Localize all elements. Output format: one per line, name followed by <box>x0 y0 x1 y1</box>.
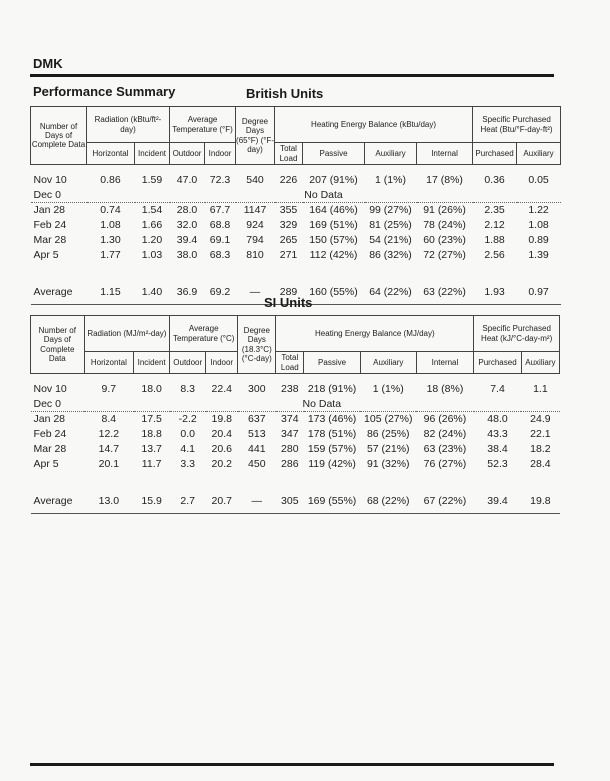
indoor-cell: 20.2 <box>211 458 232 470</box>
purchased-cell: 1.93 <box>473 281 517 305</box>
total-load-cell: 271 <box>279 249 298 261</box>
internal-cell: 63 (23%) <box>423 443 467 455</box>
specific-auxiliary-cell: 22.1 <box>530 428 551 440</box>
degree-days-cell: 794 <box>246 234 264 246</box>
specific-auxiliary-header: Auxiliary <box>521 352 559 374</box>
page-label: DMK <box>33 56 63 71</box>
internal-cell: 63 (22%) <box>417 281 473 305</box>
total-load-cell: 265 <box>279 234 298 246</box>
outdoor-cell: 4.1 <box>180 443 196 455</box>
outdoor-cell: 39.4 <box>176 234 198 246</box>
horizontal-header: Horizontal <box>84 352 133 374</box>
specific-auxiliary-cell: 24.9 <box>530 413 551 426</box>
incident-cell: 15.9 <box>134 490 170 514</box>
passive-cell: 150 (57%) <box>309 234 358 246</box>
internal-cell: 18 (8%) <box>426 383 464 395</box>
performance-summary-title: Performance Summary <box>33 84 176 99</box>
horizontal-header: Horizontal <box>87 143 135 165</box>
degree-days-cell: 450 <box>248 458 266 470</box>
passive-cell: 218 (91%) <box>307 383 357 395</box>
total-load-cell: 226 <box>279 174 298 186</box>
degree-days-cell: 637 <box>248 413 266 426</box>
degree-days-cell: 1147 <box>243 204 267 217</box>
month-cell: Feb 24 <box>33 219 67 231</box>
radiation-header: Radiation (kBtu/ft²-day) <box>87 107 170 143</box>
outdoor-cell: 38.0 <box>176 249 198 261</box>
indoor-cell: 68.3 <box>209 249 231 261</box>
table-row <box>31 218 561 233</box>
month-cell: Mar 28 <box>33 443 67 455</box>
si-units-table <box>30 315 560 514</box>
auxiliary-header: Auxiliary <box>365 143 417 165</box>
horizontal-cell: 1.08 <box>100 219 121 231</box>
auxiliary-cell: 68 (22%) <box>360 490 416 514</box>
incident-cell: 18.0 <box>141 383 162 395</box>
indoor-cell: 19.8 <box>211 413 232 426</box>
internal-cell: 17 (8%) <box>426 174 463 186</box>
internal-header: Internal <box>416 352 474 374</box>
auxiliary-cell: 91 (32%) <box>366 458 410 470</box>
purchased-cell: 1.88 <box>484 234 505 246</box>
table-row <box>31 412 560 427</box>
passive-cell: 164 (46%) <box>309 204 358 217</box>
outdoor-cell: 47.0 <box>176 174 198 186</box>
no-data-row <box>31 397 560 412</box>
month-cell: Mar 28 <box>33 234 67 246</box>
purchased-cell: 2.35 <box>484 204 505 217</box>
avg-temp-header: Average Temperature (°F) <box>170 107 236 143</box>
internal-cell: 78 (24%) <box>423 219 466 231</box>
purchased-cell: 2.56 <box>484 249 505 261</box>
indoor-cell: 69.2 <box>205 281 236 305</box>
incident-cell: 1.20 <box>141 234 163 246</box>
total-load-cell: 286 <box>281 458 299 470</box>
auxiliary-cell: 81 (25%) <box>369 219 412 231</box>
month-cell: Average <box>31 281 87 305</box>
horizontal-cell: 14.7 <box>98 443 120 455</box>
auxiliary-cell: 105 (27%) <box>364 413 413 426</box>
british-units-table <box>30 106 561 305</box>
purchased-header: Purchased <box>473 143 517 165</box>
degree-days-cell: 924 <box>246 219 264 231</box>
table-row <box>31 457 560 472</box>
incident-cell: 1.54 <box>141 204 163 217</box>
month-cell: Jan 28 <box>33 204 66 217</box>
incident-cell: 1.66 <box>141 219 163 231</box>
purchased-cell: 38.4 <box>487 443 508 455</box>
auxiliary-header: Auxiliary <box>360 352 416 374</box>
purchased-cell: 7.4 <box>490 383 505 395</box>
indoor-cell: 68.8 <box>209 219 231 231</box>
degree-days-cell: 810 <box>246 249 264 261</box>
internal-cell: 96 (26%) <box>423 413 467 426</box>
indoor-cell: 67.7 <box>209 204 231 217</box>
month-cell: Apr 5 <box>33 249 59 261</box>
internal-cell: 67 (22%) <box>416 490 474 514</box>
passive-cell: 159 (57%) <box>307 443 357 455</box>
incident-cell: 1.59 <box>141 174 163 186</box>
purchased-cell: 0.36 <box>484 174 505 186</box>
auxiliary-cell: 57 (21%) <box>366 443 410 455</box>
degree-days-cell: — <box>236 281 275 305</box>
si-units-title: SI Units <box>264 295 313 310</box>
days-header: Number of Days of Complete Data <box>31 107 87 165</box>
heating-balance-header: Heating Energy Balance (kBtu/day) <box>275 107 473 143</box>
passive-cell: 207 (91%) <box>309 174 358 186</box>
specific-auxiliary-cell: 19.8 <box>521 490 559 514</box>
horizontal-cell: 13.0 <box>84 490 133 514</box>
purchased-cell: 2.12 <box>484 219 505 231</box>
specific-heat-header: Specific Purchased Heat (Btu/°F-day-ft²) <box>473 107 561 143</box>
avg-temp-header: Average Temperature (°C) <box>170 316 238 352</box>
month-cell: Dec 0 <box>31 188 87 203</box>
incident-cell: 1.40 <box>135 281 170 305</box>
outdoor-header: Outdoor <box>170 352 206 374</box>
internal-cell: 60 (23%) <box>423 234 466 246</box>
month-cell: Nov 10 <box>33 383 67 395</box>
purchased-cell: 43.3 <box>487 428 508 440</box>
top-rule <box>30 74 554 77</box>
total-load-cell: 289 <box>275 281 303 305</box>
month-cell: Jan 28 <box>33 413 66 426</box>
indoor-cell: 69.1 <box>209 234 231 246</box>
table-row <box>31 248 561 263</box>
passive-cell: 169 (55%) <box>304 490 361 514</box>
degree-days-header: Degree Days (18.3°C) (°C-day) <box>238 316 276 374</box>
indoor-header: Indoor <box>206 352 238 374</box>
indoor-cell: 20.6 <box>211 443 232 455</box>
auxiliary-cell: 1 (1%) <box>372 383 404 395</box>
passive-cell: 112 (42%) <box>309 249 358 261</box>
degree-days-cell: — <box>238 490 276 514</box>
outdoor-cell: -2.2 <box>178 413 197 426</box>
month-cell: Feb 24 <box>33 428 67 440</box>
average-row <box>31 490 560 514</box>
auxiliary-cell: 86 (25%) <box>366 428 410 440</box>
incident-cell: 11.7 <box>141 458 162 470</box>
outdoor-cell: 36.9 <box>170 281 205 305</box>
horizontal-cell: 1.77 <box>100 249 121 261</box>
total-load-cell: 305 <box>276 490 304 514</box>
horizontal-cell: 8.4 <box>101 413 117 426</box>
indoor-header: Indoor <box>205 143 236 165</box>
month-cell: Dec 0 <box>31 397 85 412</box>
horizontal-cell: 9.7 <box>101 383 117 395</box>
horizontal-cell: 0.86 <box>100 174 121 186</box>
outdoor-cell: 3.3 <box>180 458 196 470</box>
no-data-label: No Data <box>84 397 559 412</box>
table-row <box>31 203 561 218</box>
horizontal-cell: 1.15 <box>87 281 135 305</box>
specific-auxiliary-cell: 0.97 <box>517 281 561 305</box>
total-load-cell: 280 <box>281 443 299 455</box>
internal-cell: 72 (27%) <box>423 249 466 261</box>
specific-auxiliary-cell: 28.4 <box>530 458 551 470</box>
specific-auxiliary-cell: 0.89 <box>528 234 549 246</box>
horizontal-cell: 1.30 <box>100 234 121 246</box>
degree-days-cell: 513 <box>248 428 266 440</box>
incident-header: Incident <box>135 143 170 165</box>
indoor-cell: 20.4 <box>211 428 232 440</box>
indoor-cell: 22.4 <box>211 383 232 395</box>
month-cell: Apr 5 <box>33 458 59 470</box>
passive-cell: 160 (55%) <box>303 281 365 305</box>
month-cell: Average <box>31 490 85 514</box>
no-data-label: No Data <box>87 188 561 203</box>
indoor-cell: 72.3 <box>209 174 231 186</box>
table-row <box>31 427 560 442</box>
horizontal-cell: 0.74 <box>100 204 121 217</box>
outdoor-cell: 0.0 <box>180 428 196 440</box>
outdoor-header: Outdoor <box>170 143 205 165</box>
internal-cell: 91 (26%) <box>423 204 466 217</box>
specific-auxiliary-cell: 1.22 <box>528 204 549 217</box>
radiation-header: Radiation (MJ/m²-day) <box>84 316 170 352</box>
total-load-header: Total Load <box>275 143 303 165</box>
no-data-row <box>31 188 561 203</box>
total-load-cell: 329 <box>279 219 298 231</box>
horizontal-cell: 12.2 <box>98 428 120 440</box>
passive-cell: 173 (46%) <box>307 413 357 426</box>
specific-auxiliary-header: Auxiliary <box>517 143 561 165</box>
purchased-cell: 52.3 <box>487 458 508 470</box>
auxiliary-cell: 99 (27%) <box>369 204 412 217</box>
incident-cell: 1.03 <box>141 249 163 261</box>
degree-days-header: Degree Days (65°F) (°F-day) <box>236 107 275 165</box>
horizontal-cell: 20.1 <box>98 458 120 470</box>
outdoor-cell: 28.0 <box>176 204 198 217</box>
outdoor-cell: 32.0 <box>176 219 198 231</box>
passive-header: Passive <box>303 143 365 165</box>
specific-auxiliary-cell: 0.05 <box>528 174 549 186</box>
table-row <box>31 442 560 457</box>
outdoor-cell: 2.7 <box>170 490 206 514</box>
auxiliary-cell: 54 (21%) <box>369 234 412 246</box>
auxiliary-cell: 86 (32%) <box>369 249 412 261</box>
total-load-cell: 355 <box>279 204 298 217</box>
indoor-cell: 20.7 <box>206 490 238 514</box>
total-load-header: Total Load <box>276 352 304 374</box>
heating-balance-header: Heating Energy Balance (MJ/day) <box>276 316 474 352</box>
passive-cell: 169 (51%) <box>309 219 358 231</box>
british-units-title: British Units <box>246 86 324 101</box>
incident-cell: 18.8 <box>141 428 162 440</box>
incident-cell: 13.7 <box>141 443 162 455</box>
total-load-cell: 374 <box>281 413 299 426</box>
passive-cell: 178 (51%) <box>307 428 357 440</box>
total-load-cell: 347 <box>281 428 299 440</box>
auxiliary-cell: 1 (1%) <box>375 174 406 186</box>
specific-auxiliary-cell: 18.2 <box>530 443 551 455</box>
outdoor-cell: 8.3 <box>180 383 196 395</box>
table-row <box>31 173 561 188</box>
purchased-cell: 48.0 <box>487 413 508 426</box>
table-row <box>31 233 561 248</box>
incident-header: Incident <box>134 352 170 374</box>
degree-days-cell: 441 <box>248 443 266 455</box>
purchased-header: Purchased <box>474 352 521 374</box>
internal-cell: 82 (24%) <box>423 428 467 440</box>
internal-header: Internal <box>417 143 473 165</box>
degree-days-cell: 300 <box>248 383 266 395</box>
purchased-cell: 39.4 <box>474 490 521 514</box>
specific-auxiliary-cell: 1.1 <box>533 383 548 395</box>
internal-cell: 76 (27%) <box>423 458 467 470</box>
incident-cell: 17.5 <box>141 413 162 426</box>
month-cell: Nov 10 <box>33 174 67 186</box>
degree-days-cell: 540 <box>246 174 264 186</box>
auxiliary-cell: 64 (22%) <box>365 281 417 305</box>
specific-heat-header: Specific Purchased Heat (kJ/°C-day-m²) <box>474 316 560 352</box>
specific-auxiliary-cell: 1.39 <box>528 249 549 261</box>
specific-auxiliary-cell: 1.08 <box>528 219 549 231</box>
total-load-cell: 238 <box>281 383 299 395</box>
bottom-rule <box>30 763 554 766</box>
days-header: Number of Days of Complete Data <box>31 316 85 374</box>
passive-cell: 119 (42%) <box>308 458 356 470</box>
table-row <box>31 382 560 397</box>
passive-header: Passive <box>304 352 361 374</box>
